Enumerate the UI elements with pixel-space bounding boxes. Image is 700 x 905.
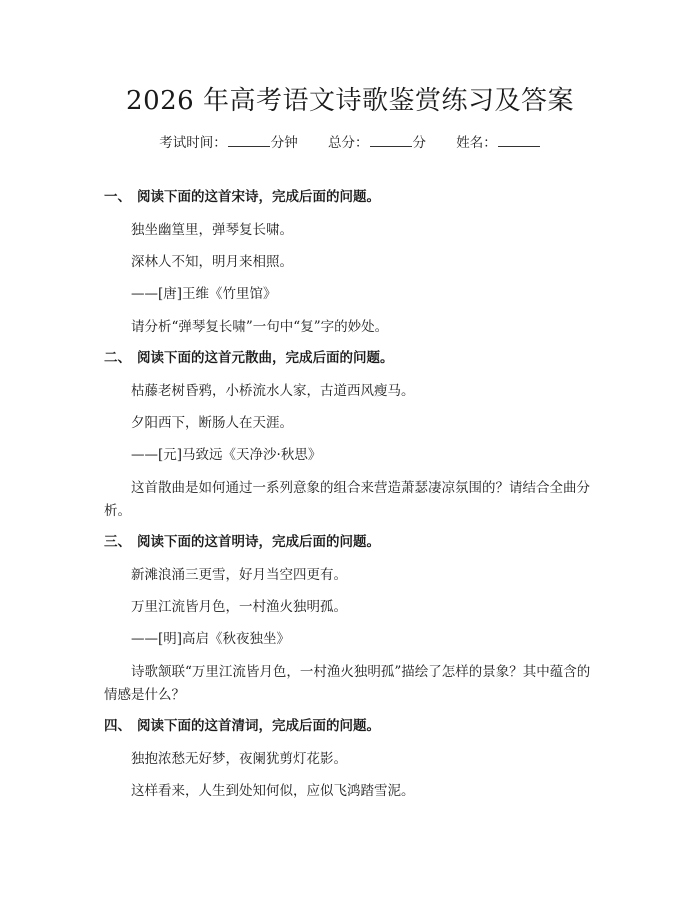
poem-source: ——[唐]王维《竹里馆》 (131, 286, 277, 302)
question-2 (104, 348, 596, 523)
score-unit: 分 (412, 135, 426, 151)
name-label: 姓名： (456, 135, 497, 151)
question-prompt: 这首散曲是如何通过一系列意象的组合来营造萧瑟凄凉氛围的？请结合全曲分析。 (104, 480, 590, 519)
poem-line: 枯藤老树昏鸦，小桥流水人家，古道西风瘦马。 (131, 383, 415, 399)
question-heading-text: 阅读下面的这首宋诗，完成后面的问题。 (137, 189, 380, 205)
question-heading-text: 阅读下面的这首元散曲，完成后面的问题。 (137, 350, 394, 366)
question-1 (104, 187, 596, 339)
question-heading (104, 716, 596, 736)
question-number: 三、 (104, 534, 131, 550)
question-4 (104, 716, 596, 801)
poem-line: 深林人不知，明月来相照。 (131, 254, 293, 270)
poem-line: 独坐幽篁里，弹琴复长啸。 (131, 222, 293, 238)
question-heading (104, 187, 596, 207)
question-number: 二、 (104, 350, 131, 366)
poem-line: 夕阳西下，断肠人在天涯。 (131, 415, 293, 431)
question-number: 四、 (104, 718, 131, 734)
poem-line: 这样看来，人生到处知何似，应似飞鸿踏雪泥。 (131, 783, 415, 799)
question-number: 一、 (104, 189, 131, 205)
time-unit: 分钟 (270, 135, 298, 151)
question-prompt: 请分析“弹琴复长啸”一句中“复”字的妙处。 (131, 319, 389, 335)
question-heading-text: 阅读下面的这首清词，完成后面的问题。 (137, 718, 380, 734)
score-blank (370, 136, 412, 147)
exam-name (456, 135, 541, 151)
exam-meta (0, 131, 700, 151)
question-prompt: 诗歌颔联“万里江流皆月色，一村渔火独明孤”描绘了怎样的景象？其中蕴含的情感是什么？ (104, 664, 591, 703)
poem-source: ——[元]马致远《天净沙·秋思》 (131, 447, 322, 463)
time-label: 考试时间： (159, 135, 227, 151)
poem-line: 新滩浪涌三更雪，好月当空四更有。 (131, 567, 347, 583)
poem-source: ——[明]高启《秋夜独坐》 (131, 631, 291, 647)
score-label: 总分： (328, 135, 369, 151)
question-3 (104, 532, 596, 707)
poem-line: 独抱浓愁无好梦，夜阑犹剪灯花影。 (131, 751, 347, 767)
name-blank (498, 136, 540, 147)
page-title: 2026 年高考语文诗歌鉴赏练习及答案 (126, 86, 574, 116)
question-list (104, 187, 596, 813)
poem-line: 万里江流皆月色，一村渔火独明孤。 (131, 599, 347, 615)
question-heading (104, 348, 596, 368)
time-blank (228, 136, 270, 147)
exam-score (328, 135, 426, 151)
exam-time (159, 135, 298, 151)
question-heading (104, 532, 596, 552)
question-heading-text: 阅读下面的这首明诗，完成后面的问题。 (137, 534, 380, 550)
